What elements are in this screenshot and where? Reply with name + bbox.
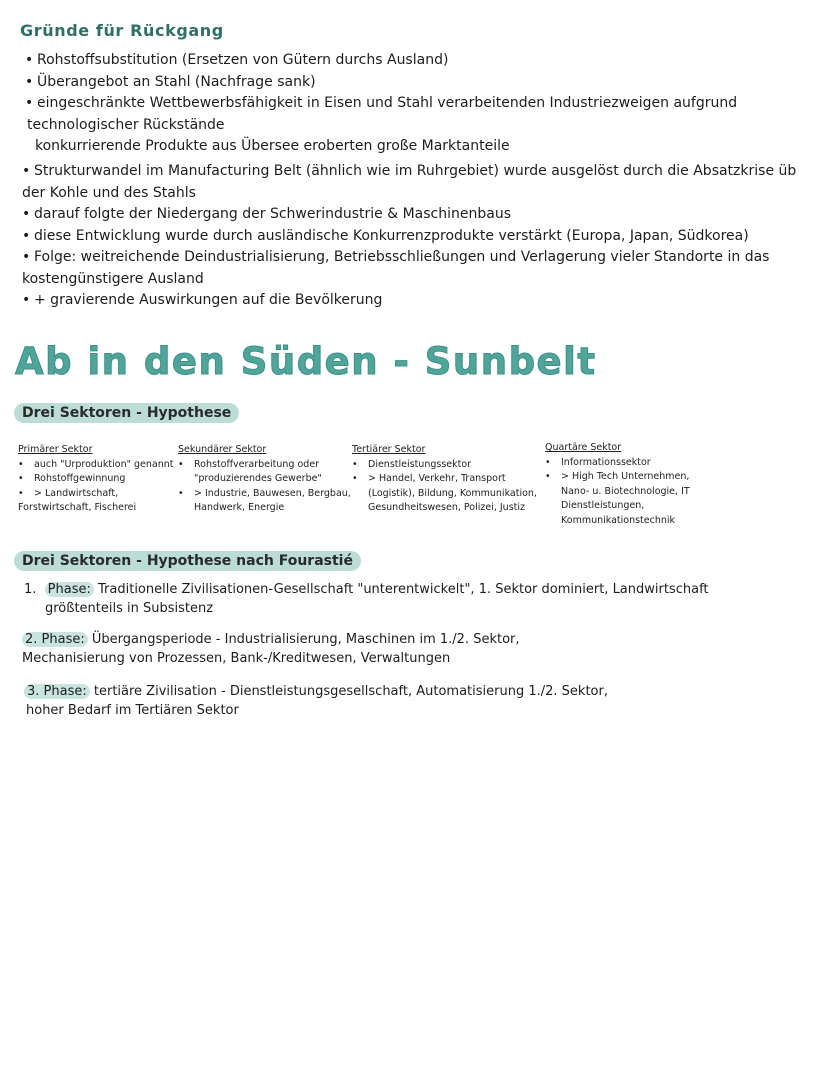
phase-1: 1. Phase: Traditionelle Zivilisationen-Gesellschaft "unterentwickelt", 1. Sektor dominiert, Landwirtschaft	[24, 582, 709, 597]
list-item: • Folge: weitreichende Deindustrialisierung, Betriebsschließungen und Verlagerung vieler Standorte in das	[22, 249, 770, 265]
list-item-continuation: technologischer Rückstände	[27, 116, 225, 133]
sector-column-tertiary	[352, 443, 542, 516]
list-item: • + gravierende Auswirkungen auf die Bevölkerung	[22, 292, 383, 308]
list-item-continuation: (Logistik), Bildung, Kommunikation,	[368, 487, 537, 499]
list-item-continuation: der Kohle und des Stahls	[22, 184, 196, 201]
list-item-continuation: Nano- u. Biotechnologie, IT	[561, 485, 690, 497]
list-item-continuation: Gesundheitswesen, Polizei, Justiz	[368, 502, 525, 513]
page-title: Ab in den Süden - Sunbelt	[15, 340, 597, 383]
list-item: • eingeschränkte Wettbewerbsfähigkeit in Eisen und Stahl verarbeitenden Industriezweigen aufgrund	[25, 95, 738, 111]
list-item: • Rohstoffverarbeitung oder	[178, 458, 353, 473]
list-item: • Rohstoffgewinnung	[18, 472, 178, 487]
sector-column-secondary	[178, 443, 353, 516]
list-item: • > Industrie, Bauwesen, Bergbau,	[178, 487, 353, 502]
sector-title: Primärer Sektor	[18, 444, 93, 455]
list-item-continuation: Handwerk, Energie	[194, 502, 285, 513]
list-item-continuation: Dienstleistungen,	[561, 500, 645, 511]
list-item: • Rohstoffsubstitution (Ersetzen von Gütern durchs Ausland)	[25, 52, 449, 68]
fourastie-heading: Drei Sektoren - Hypothese nach Fourastié	[14, 550, 361, 571]
phase-1-continuation: größtenteils in Subsistenz	[45, 601, 214, 616]
list-item: • Strukturwandel im Manufacturing Belt (ähnlich wie im Ruhrgebiet) wurde ausgelöst durch die Absatzkrise üb	[22, 163, 797, 179]
list-item-continuation: kostengünstigere Ausland	[22, 270, 204, 287]
sector-column-primary	[18, 443, 178, 516]
phase-2: 2. Phase: Übergangsperiode - Industrialisierung, Maschinen im 1./2. Sektor,	[22, 630, 520, 650]
phase-label: Phase:	[45, 582, 94, 597]
list-item: • Überangebot an Stahl (Nachfrage sank)	[25, 73, 316, 90]
sector-title: Tertiärer Sektor	[352, 444, 426, 455]
list-item: • > Landwirtschaft,	[18, 487, 178, 502]
phase-label: 2. Phase:	[22, 632, 88, 647]
list-item: • diese Entwicklung wurde durch ausländische Konkurrenzprodukte verstärkt (Europa, Japan, Südkorea)	[22, 227, 749, 244]
reasons-list	[25, 50, 815, 158]
sector-title: Quartäre Sektor	[545, 442, 622, 453]
list-item: • > Handel, Verkehr, Transport	[352, 472, 542, 487]
phase-3: 3. Phase: tertiäre Zivilisation - Dienstleistungsgesellschaft, Automatisierung 1./2. Sektor,	[24, 682, 608, 702]
list-item-continuation: konkurrierende Produkte aus Übersee eroberten große Marktanteile	[35, 138, 510, 154]
list-item: • auch "Urproduktion" genannt	[18, 458, 178, 473]
list-item-continuation: "produzierendes Gewerbe"	[194, 473, 322, 484]
phase-2-continuation: Mechanisierung von Prozessen, Bank-/Kreditwesen, Verwaltungen	[22, 651, 451, 666]
list-item: • > High Tech Unternehmen,	[545, 470, 725, 485]
list-item-continuation: Forstwirtschaft, Fischerei	[18, 502, 137, 513]
list-item: • Dienstleistungssektor	[352, 458, 542, 473]
section-title-reasons: Gründe für Rückgang	[20, 21, 224, 40]
phase-label: 3. Phase:	[24, 684, 90, 699]
sectors-heading: Drei Sektoren - Hypothese	[14, 402, 239, 423]
sector-title: Sekundärer Sektor	[178, 444, 267, 455]
phase-3-continuation: hoher Bedarf im Tertiären Sektor	[26, 703, 239, 718]
list-item: • Informationssektor	[545, 456, 725, 471]
list-item: • darauf folgte der Niedergang der Schwerindustrie & Maschinenbaus	[22, 206, 512, 222]
sector-column-quaternary	[545, 441, 725, 528]
list-item-continuation: Kommunikationstechnik	[561, 514, 676, 526]
reasons-list-2	[22, 161, 822, 312]
